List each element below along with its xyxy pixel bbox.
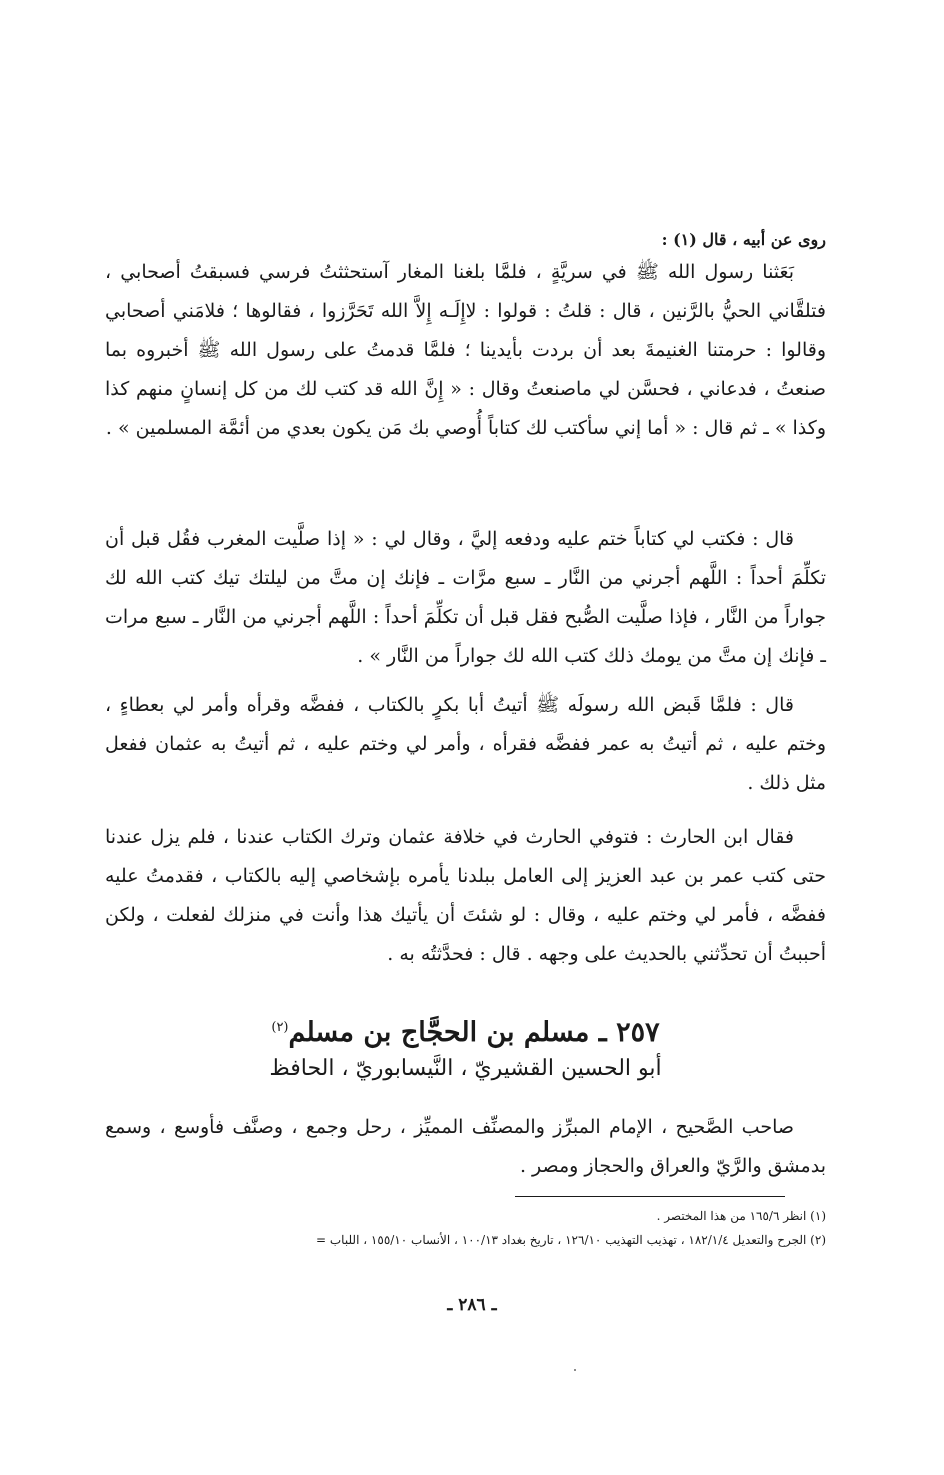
entry-heading-footnote-marker: (٢) [271, 1020, 289, 1035]
paragraph-3: قال : فلمَّا قَبض الله رسولَه ﷺ أتيتُ أبا بكرٍ بالكتاب ، ففضَّه وقرأه وأمر لي بعطاءٍ ، وختم عليه ، ثم أتيتُ به عمر ففضَّه فقرأه ، وأمر لي وختم عليه ، ثم أتيتُ به عثمان ففعل مثل ذلك . [105, 694, 826, 794]
footnote-1: (١) انظر ١٦٥/٦ من هذا المختصر . [656, 1209, 826, 1223]
scan-speck [574, 1369, 576, 1371]
entry-heading-text: ٢٥٧ ـ مسلم بن الحجَّاج بن مسلم [288, 1017, 660, 1048]
page-number: ـ ٢٨٦ ـ [447, 1295, 497, 1315]
entry-subheading: أبو الحسين القشيريّ ، النَّيسابوريّ ، الحافظ [269, 1056, 662, 1081]
entry-paragraph: صاحب الصَّحيح ، الإمام المبرِّز والمصنِّف المميِّز ، رحل وجمع ، وصنَّف فأوسع ، وسمع بدمشق والرَّيّ والعراق والحجاز ومصر . [105, 1116, 826, 1177]
entry-heading [105, 1008, 826, 1053]
footnote-2: (٢) الجرح والتعديل ١٨٢/١/٤ ، تهذيب التهذيب ١٢٦/١٠ ، تاريخ بغداد ١٠٠/١٣ ، الأنساب ١٥٥/١٠ ، اللباب = [316, 1233, 826, 1247]
paragraph-2: قال : فكتب لي كتاباً ختم عليه ودفعه إليَّ ، وقال لي : « إذا صلَّيت المغرب فقُل قبل أن تكلِّمَ أحداً : اللَّهم أجرني من النَّار ـ سبع مرَّات ـ فإنك إن متَّ من ليلتك تيك كتب الله لك جواراً من النَّار ، فإذا صلَّيت الصُّبح فقل قبل أن تكلِّمَ أحداً : اللَّهم أجرني من النَّار ـ سبع مرات ـ فإنك إن متَّ من يومك ذلك كتب الله لك جواراً من النَّار » . [105, 528, 826, 667]
intro-line: روى عن أبيه ، قال (١) : [661, 230, 826, 249]
footnote-divider [515, 1196, 785, 1197]
paragraph-1: بَعَثنا رسول الله ﷺ في سريَّةٍ ، فلمَّا بلغنا المغار آستحثثتُ فرسي فسبقتُ أصحابي ، فتلقَّاني الحيُّ بالرَّنين ، قال : قلتُ : قولوا : لاإِلَـه إِلاَّ الله تَحَرَّزوا ، فقالوها ؛ فلامَني أصحابي وقالوا : حرمتنا الغنيمةَ بعد أن بردت بأيدينا ؛ فلمَّا قدمتُ على رسول الله ﷺ أخبروه بما صنعتُ ، فدعاني ، فحسَّن لي ماصنعتُ وقال : « إِنَّ الله قد كتب لك من كل إنسانٍ منهم كذا وكذا » ـ ثم قال : « أما إني سأكتب لك كتاباً أُوصي بك مَن يكون بعدي من أئمَّة المسلمين » . [105, 261, 826, 439]
footnotes [100, 1204, 826, 1252]
paragraph-4: فقال ابن الحارث : فتوفي الحارث في خلافة عثمان وترك الكتاب عندنا ، فلم يزل عندنا حتى كتب عمر بن عبد العزيز إلى العامل ببلدنا يأمره بإشخاصي إليه بالكتاب ، فقدمتُ عليه ففضَّه ، فأمر لي وختم عليه ، وقال : لو شئتَ أن يأتيك هذا وأنت في منزلك لفعلت ، ولكن أحببتُ أن تحدِّثني بالحديث على وجهه . قال : فحدَّثتُه به . [105, 826, 826, 965]
